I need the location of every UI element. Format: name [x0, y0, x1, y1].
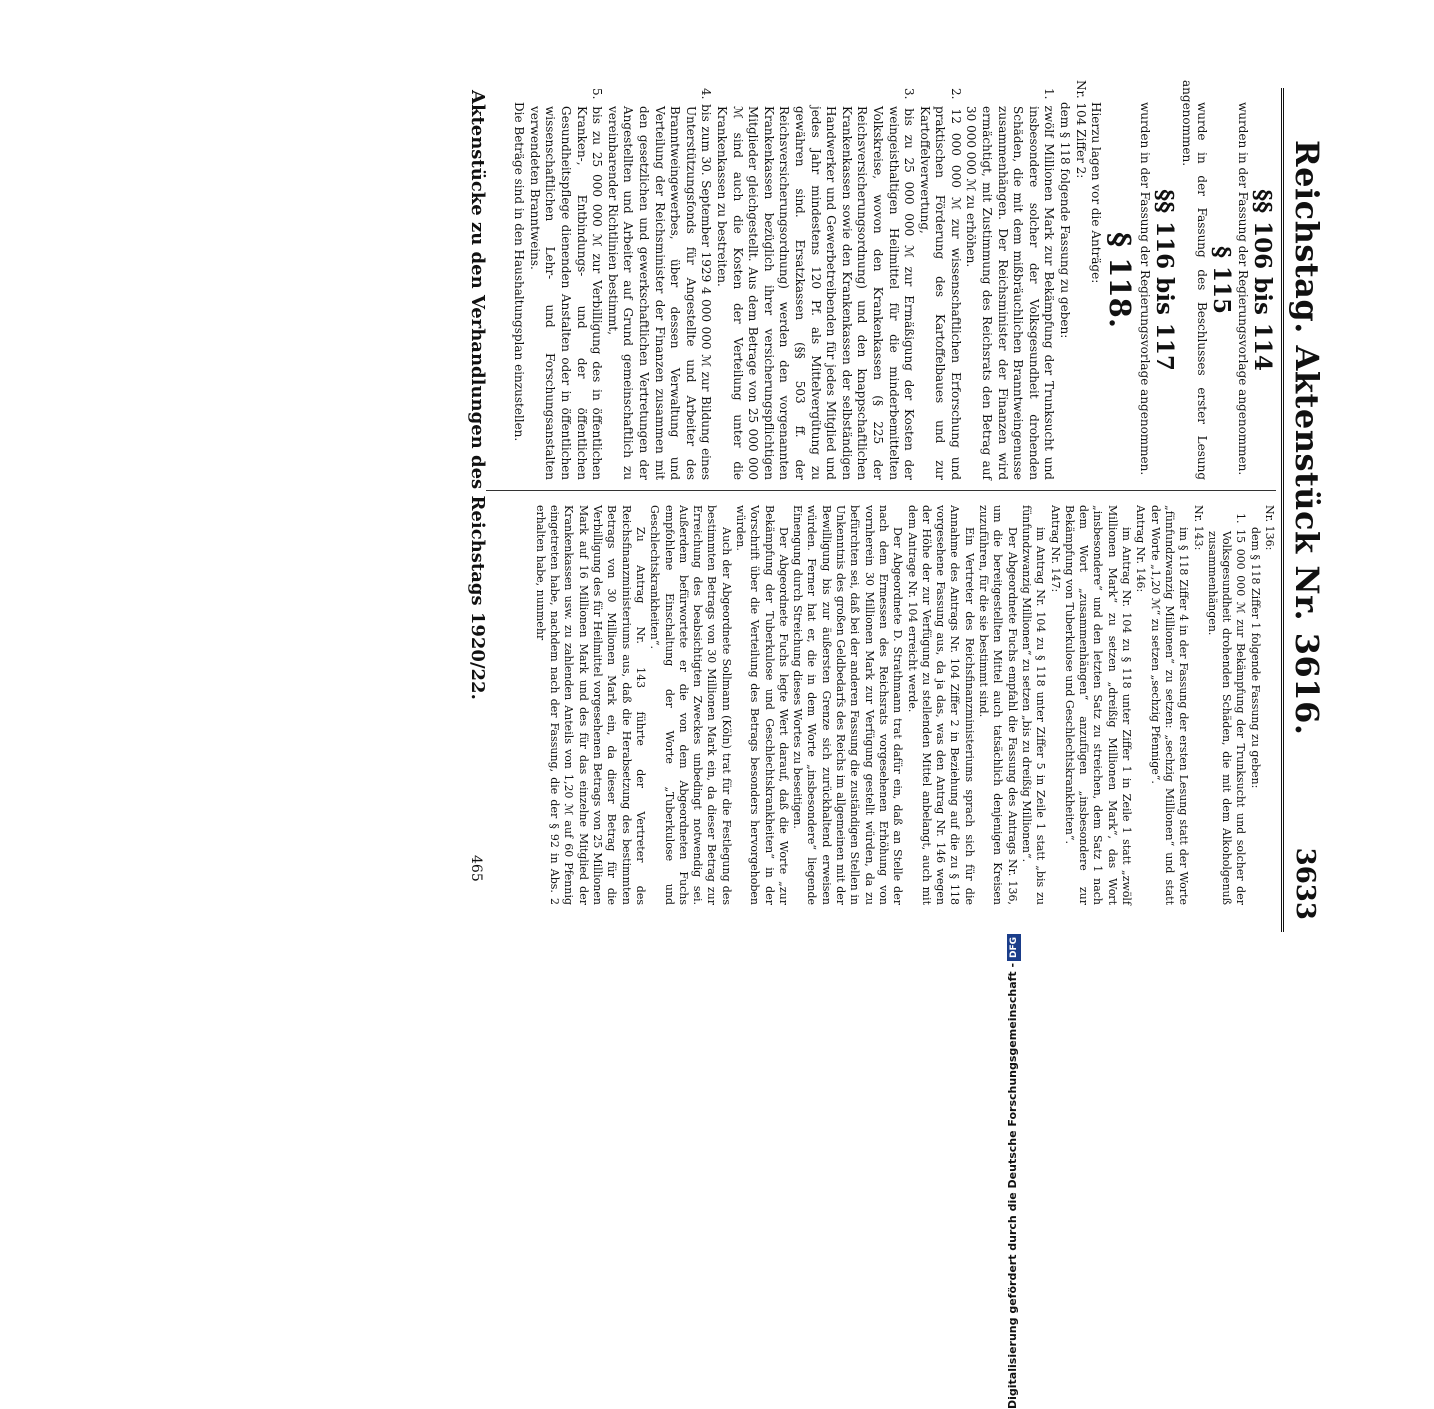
paragraph: Der Abgeordnete D. Strathmann trat dafür ein, daß an Stelle der nach dem Ermessen des Reichsrats vorgesehenen Erhöhung von vornherein 30 Millionen Mark zur Verfügung gestellt würden, da zu befürchten sei, daß bei der anderen Fassung die zuständigen Stellen in Unkenntnis des großen Geldbedarfs des Reichs im allgemeinen mit der Bewilligung bis zur äußersten Grenze sich zurückhaltend erweisen würden. Ferner hat er, die in dem Worte „insbesondere“ liegende Einengung durch Streichung dieses Wortes zu beseitigen. — [791, 505, 905, 905]
paragraph: im Antrag Nr. 104 zu § 118 unter Ziffer 1 in Zeile 1 statt „zwölf Millionen Mark“ zu setzen „dreißig Millionen Mark“, das Wort „insbesondere“ und den letzten Satz zu streichen, dem Satz 1 nach dem Wort „zusammenhängen“ anzufügen „insbesondere zur Bekämpfung von Tuberkulose und Geschlechtskrankheiten“. — [1062, 505, 1134, 905]
paragraph: Zu Antrag Nr. 143 führte der Vertreter des Reichsfinanzministeriums aus, daß die Herabsetzung des bestimmten Betrags von 30 Millionen Mark ein, da dieser Betrag für die Verbilligung des für Heilmittel vorgesehenen Betrags von 25 Millionen Mark auf 16 Millionen Mark und des für das einzelne Mitglied der Krankenkassen usw. zu zahlenden Anteils von 1,20 ℳ auf 60 Pfennig eingetreten habe, nachdem nach der Fassung, die der § 92 in Abs. 2 erhalten habe, nunmehr — [533, 505, 647, 905]
column-divider — [486, 490, 1276, 491]
list-item: 4. bis zum 30. September 1929 4 000 000 ℳ zur Bildung eines Unterstützungsfonds für Angestellte und Arbeiter des Branntweingewerbes, über dessen Verwaltung und Verteilung der Reichsminister der Finanzen zusammen mit den gesetzlichen und gewerkschaftlichen Vertretungen der Angestellten und Arbeiter auf Grund gemeinschaftlich zu vereinbarender Richtlinien bestimmt, — [605, 88, 714, 480]
paragraph: Der Abgeordnete Fuchs empfahl die Fassung des Antrags Nr. 136, um die bereitgestellten Mittel auch tatsächlich denjenigen Kreisen zuzuführen, für die sie bestimmt sind. — [977, 505, 1019, 905]
page-header-title: Reichstag. Aktenstück Nr. 3616. — [1288, 140, 1326, 736]
page-footer: Aktenstücke zu den Verhandlungen des Reichstags 1920/22. — [467, 90, 488, 700]
digitization-note-text: Digitalisierung gefördert durch die Deutsche Forschungsgemeinschaft - — [1006, 962, 1019, 1409]
paragraph: Der Abgeordnete Fuchs legte Wert darauf, daß die Worte „zur Bekämpfung der Tuberkulose und Geschlechtskrankheiten“ in der Vorschrift über die Verteilung des Betrags besonders hervorgehoben würden. — [734, 505, 790, 905]
paragraph: Nr. 136: — [1263, 505, 1276, 551]
section-heading: § 115 — [1207, 245, 1235, 315]
digitization-note — [1000, 409, 1025, 1409]
section-heading: §§ 106 bis 114 — [1249, 189, 1276, 371]
paragraph: Nr. 143: — [1191, 505, 1205, 551]
paragraph: Antrag Nr. 146: — [1134, 505, 1148, 593]
list-item: 1. 15 000 000 ℳ zur Bekämpfung der Trunksucht und solcher der Volksgesundheit drohenden Schäden, die mit dem Alkoholgenuß zusammenhängen. — [1205, 513, 1248, 905]
paragraph: wurden in der Fassung der Regierungsvorlage angenommen. — [1138, 102, 1153, 476]
paragraph: Die Beträge sind in den Haushaltungsplan einzustellen. — [512, 102, 527, 442]
right-column — [533, 505, 1276, 905]
paragraph: Antrag Nr. 147: — [1048, 505, 1062, 593]
paragraph: Ein Vertreter des Reichsfinanzministeriums sprach sich für die Annahme des Antrags Nr. 104 Ziffer 2 in Beziehung auf die zu § 118 vorgesehene Fassung aus, da ja das, was den Antrag Nr. 146 wegen der Höhe der zur Verfügung zu stellenden Mittel anbelangt, auch mit dem Antrage Nr. 104 erreicht werde. — [905, 505, 976, 905]
dfg-logo: DFG — [1007, 934, 1021, 961]
paragraph: Auch der Abgeordnete Sollmann (Köln) trat für die Festlegung des bestimmten Betrags von 30 Millionen Mark ein, da dieser Betrag zur Erreichung des beabsichtigten Zweckes unbedingt notwendig sei. Außerdem befürwortete er die von dem Abgeordneten Fuchs empfohlene Einschaltung der Worte „Tuberkulose und Geschlechtskrankheiten“. — [648, 505, 733, 905]
paragraph: Hierzu lagen vor die Anträge: — [1089, 102, 1104, 284]
paragraph: im § 118 Ziffer 4 in der Fassung der ersten Lesung statt der Worte „fünfundzwanzig Millionen“ zu setzen: „sechzig Millionen“ und statt der Worte „1,20 ℳ“ zu setzen „sechzig Pfennige“. — [1148, 505, 1191, 905]
left-column — [511, 80, 1276, 480]
footer-number: 465 — [468, 855, 484, 882]
list-item: 3. bis zu 25 000 000 ℳ zur Ermäßigung der Kosten der weingeisthaltigen Heilmittel für die minderbemittelten Volkskreise, wovon den Krankenkassen (§ 225 der Reichsversicherungsordnung) und den knappschaftlichen Krankenkassen sowie den Krankenkassen der selbständigen Handwerker und Gewerbetreibenden für jedes Mitglied und jedes Jahr mindestens 120 Pf. als Mittelvergütung zu gewähren sind. Ersatzkassen (§§ 503 ff. der Reichsversicherungsordnung) werden den vorgenannten Krankenkassen bezüglich ihrer versicherungspflichtigen Mitglieder gleichgestellt. Aus dem Betrage von 25 000 000 ℳ sind auch die Kosten der Verteilung unter die Krankenkassen zu bestreiten. — [715, 88, 917, 480]
header-rule — [1281, 88, 1284, 932]
section-heading: §§ 116 bis 117 — [1151, 189, 1179, 371]
list-item: 2. 12 000 000 ℳ zur wissenschaftlichen Erforschung und praktischen Förderung des Kartoffelbaues und zur Kartoffelverwertung, — [917, 88, 963, 480]
paragraph: dem § 118 folgende Fassung zu geben: — [1058, 102, 1073, 339]
page-number: 3633 — [1290, 847, 1320, 920]
paragraph: wurden in der Fassung der Regierungsvorlage angenommen. — [1236, 102, 1251, 476]
paragraph: dem § 118 Ziffer 1 folgende Fassung zu geben: — [1248, 527, 1262, 789]
list-item: 5. bis zu 25 000 000 ℳ zur Verbilligung des in öffentlichen Kranken-, Entbindungs- und der öffentlichen Gesundheitspflege dienenden Anstalten oder in öffentlichen wissenschaftlichen Lehr- und Forschungsanstalten verwendeten Branntweins. — [527, 88, 605, 480]
paragraph: wurde in der Fassung des Beschlusses erster Lesung angenommen. — [1179, 80, 1210, 480]
paragraph: Nr. 104 Ziffer 2: — [1073, 80, 1088, 179]
list-item: 1. zwölf Millionen Mark zur Bekämpfung der Trunksucht und insbesondere solcher der Volksgesundheit drohenden Schäden, die mit dem mißbräuchlichen Branntweingenusse zusammenhängen. Der Reichsminister der Finanzen wird ermächtigt, mit Zustimmung des Reichsrats den Betrag auf 30 000 000 ℳ zu erhöhen. — [964, 88, 1057, 480]
section-heading: § 118. — [1102, 232, 1137, 328]
paragraph: im Antrag Nr. 104 zu § 118 unter Ziffer 5 in Zeile 1 statt „bis zu fünfundzwanzig Millionen“ zu setzen „bis zu dreißig Millionen“. — [1019, 505, 1048, 905]
